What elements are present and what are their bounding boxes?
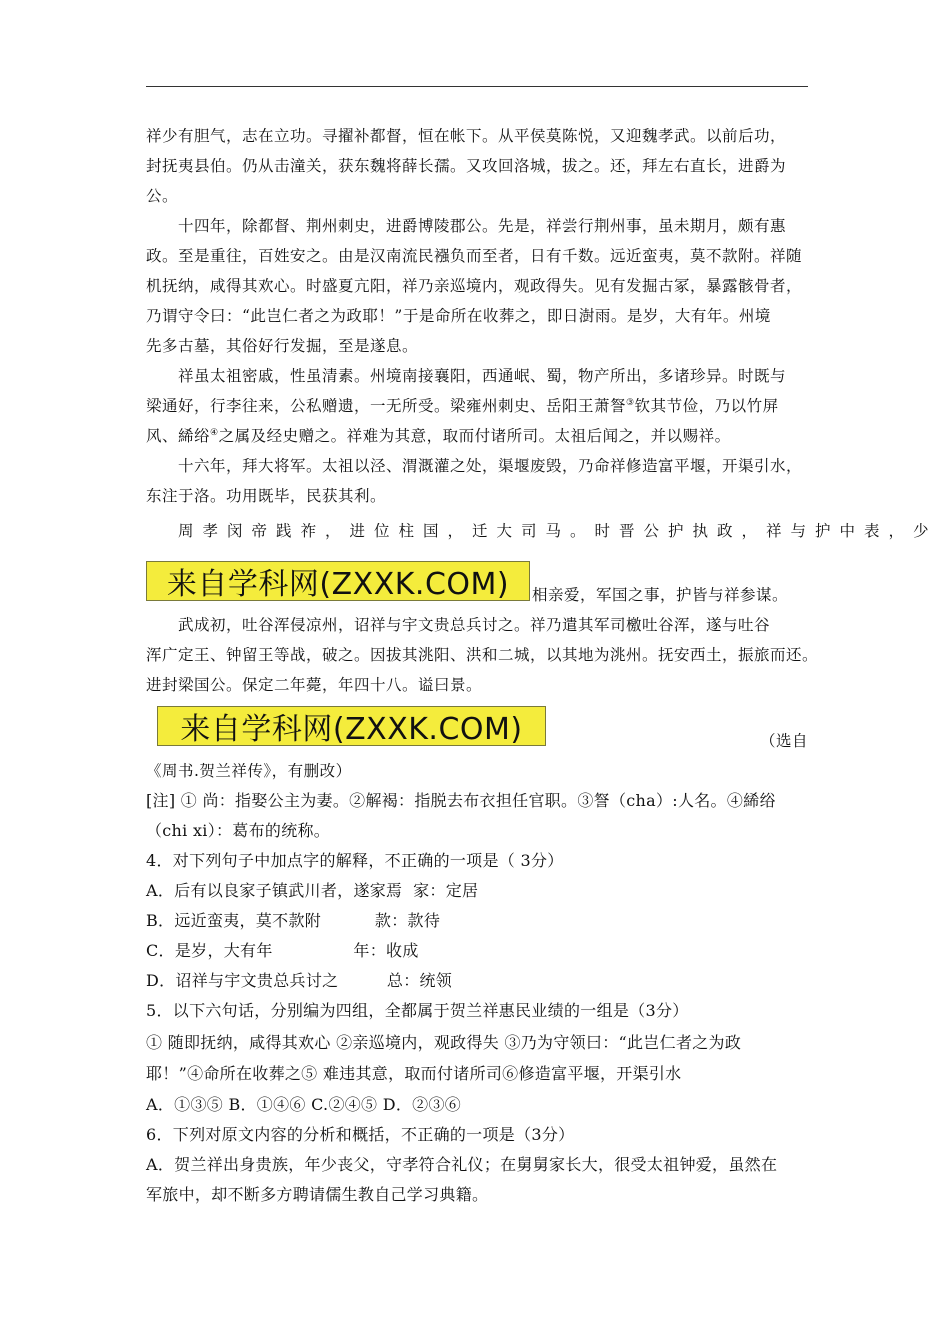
- question-5: 5．以下六句话，分别编为四组，全都属于贺兰祥惠民业绩的一组是（3分）: [146, 1001, 689, 1020]
- question-4-option-b: B．远近蛮夷，莫不款附 款：款待: [146, 911, 441, 930]
- question-4-option-a: A．后有以良家子镇武川者，遂家焉 家：定居: [146, 881, 479, 900]
- footnote-mark: ③: [626, 397, 635, 408]
- watermark-banner: 来自学科网(ZXXK.COM): [146, 561, 530, 601]
- passage-line: 政。至是重往，百姓安之。由是汉南流民襁负而至者，日有千数。远近蛮夷，莫不款附。祥随: [146, 247, 803, 265]
- passage-line: 祥虽太祖密戚，性虽清素。州境南接襄阳，西通岷、蜀，物产所出，多诸珍异。时既与: [178, 367, 787, 385]
- header-rule: [146, 86, 808, 87]
- passage-line: 机抚纳，咸得其欢心。时盛夏亢阳，祥乃亲巡境内，观政得失。见有发掘古冢，暴露骸骨者，: [146, 277, 803, 295]
- watermark-banner: 来自学科网(ZXXK.COM): [157, 706, 546, 746]
- question-5-items: ① 随即抚纳，咸得其欢心 ②亲巡境内，观政得失 ③乃为守领曰：“此岂仁者之为政: [146, 1033, 742, 1052]
- footnote-mark: ④: [210, 427, 219, 438]
- passage-line: 先多古墓，其俗好行发掘，至是遂息。: [146, 337, 419, 355]
- question-6: 6．下列对原文内容的分析和概括，不正确的一项是（3分）: [146, 1125, 575, 1144]
- question-6-option-a: 军旅中，却不断多方聘请儒生教自己学习典籍。: [146, 1185, 489, 1204]
- passage-line: 浑广定王、钟留王等战，破之。因拔其洮阳、洪和二城，以其地为洮州。抚安西土，振旅而还。: [146, 646, 819, 664]
- question-4-option-c: C．是岁，大有年 年：收成: [146, 941, 419, 960]
- passage-line: 相亲爱，军国之事，护皆与祥参谋。: [532, 586, 789, 604]
- passage-line: 进封梁国公。保定二年薨，年四十八。谥曰景。: [146, 676, 483, 694]
- question-6-option-a: A．贺兰祥出身贵族，年少丧父，守孝符合礼仪；在舅舅家长大，很受太祖钟爱，虽然在: [146, 1155, 778, 1174]
- passage-line: 风、絺绤④之属及经史赠之。祥难为其意，取而付诸所司。太祖后闻之，并以赐祥。: [146, 427, 731, 445]
- notes-line: （chi xi）：葛布的统称。: [146, 821, 331, 840]
- question-4: 4．对下列句子中加点字的解释，不正确的一项是（ 3分）: [146, 851, 564, 870]
- passage-line: 祥少有胆气，志在立功。寻擢补都督，恒在帐下。从平侯莫陈悦，又迎魏孝武。以前后功，: [146, 127, 787, 145]
- source-citation-start: （选自: [759, 732, 808, 750]
- notes-line: [注] ① 尚：指娶公主为妻。②解褐：指脱去布衣担任官职。③詧（cha）:人名。④絺绤: [146, 791, 776, 810]
- question-5-options: A．①③⑤ B．①④⑥ C.②④⑤ D．②③⑥: [146, 1095, 462, 1114]
- source-citation: 《周书.贺兰祥传》，有删改）: [146, 762, 352, 780]
- passage-line: 武成初，吐谷浑侵凉州，诏祥与宇文贵总兵讨之。祥乃遣其军司檄吐谷浑，遂与吐谷: [178, 616, 771, 634]
- passage-line: 梁通好，行李往来，公私赠遗，一无所受。梁雍州刺史、岳阳王萧詧③钦其节俭，乃以竹屏: [146, 397, 779, 415]
- passage-line: 乃谓守令曰：“此岂仁者之为政耶！”于是命所在收葬之，即日澍雨。是岁，大有年。州境: [146, 307, 771, 325]
- question-4-option-d: D．诏祥与宇文贵总兵讨之 总：统领: [146, 971, 453, 990]
- passage-line: 十四年，除都督、荆州刺史，进爵博陵郡公。先是，祥尝行荆州事，虽未期月，颇有惠: [178, 217, 787, 235]
- passage-line: 公。: [146, 187, 179, 205]
- passage-line: 十六年，拜大将军。太祖以泾、渭溉灌之处，渠堰废毁，乃命祥修造富平堰，开渠引水，: [178, 457, 803, 475]
- passage-line: 封抚夷县伯。仍从击潼关，获东魏将薛长孺。又攻回洛城，拔之。还，拜左右直长，进爵为: [146, 157, 787, 175]
- passage-line: 东注于洛。功用既毕，民获其利。: [146, 487, 387, 505]
- passage-line: 周孝闵帝践祚，进位柱国，迁大司马。时晋公护执政，祥与护中表，少: [178, 522, 938, 540]
- question-5-items: 耶！”④命所在收葬之⑤ 难违其意，取而付诸所司⑥修造富平堰，开渠引水: [146, 1064, 682, 1083]
